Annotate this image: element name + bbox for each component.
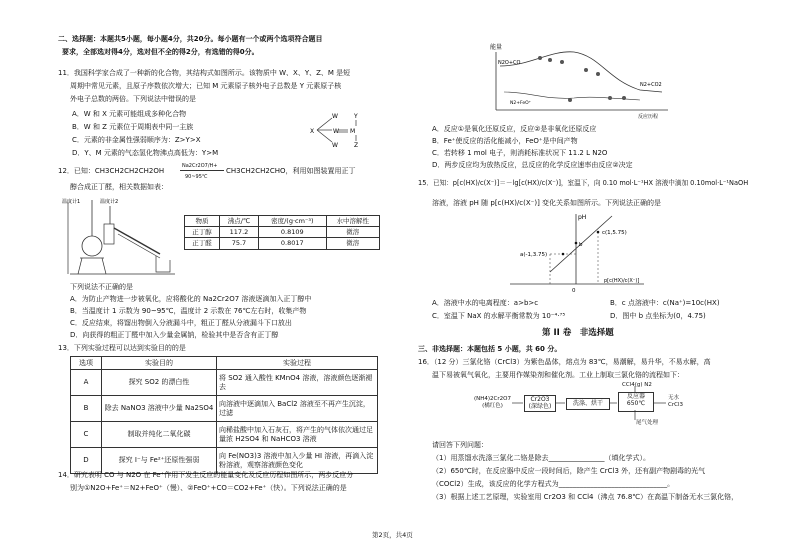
q11-option-c: C．元素的非金属性强弱顺序为：Z>Y>X (72, 136, 201, 144)
table-cell: 制取并纯化二氧化碳 (102, 422, 217, 448)
table-row (71, 396, 378, 422)
table-cell: 探究 I⁻与 Fe²⁺还原性强弱 (102, 448, 217, 474)
q16-sub2a: （2）650℃时，在反应器中反应一段时间后，除产生 CrCl3 外，还有副产物剧毒的光气 (432, 467, 706, 475)
q15-stem-1: 15．已知：p[c(HX)/c(X⁻)]＝－lg[c(HX)/c(X⁻)]，室温下，向 0.10 mol·L⁻¹HX 溶液中滴加 0.10mol·L⁻¹NaOH (418, 179, 749, 187)
energy-start-label: N2O+CO (498, 60, 521, 66)
q12-product: CH3CH2CH2CHO，利用如图装置用正丁 (226, 167, 356, 175)
table-cell: 正丁醛 (185, 238, 220, 249)
thermometer2-label: 温度计2 (100, 199, 119, 205)
struct-x: X (310, 128, 315, 135)
q11-option-a: A．W 和 X 元素可能组成多种化合物 (72, 110, 187, 118)
q12-th-3: 水中溶解性 (326, 216, 379, 227)
table-row (71, 370, 378, 396)
q14-option-a: A．反应①是氧化还原反应，反应②是非氧化还原反应 (432, 125, 597, 133)
table-cell: 除去 NaNO3 溶液中少量 Na2SO4 (102, 396, 217, 422)
q12-arrow (180, 170, 224, 171)
table-cell: 117.2 (219, 227, 258, 238)
struct-w-bot: W (332, 142, 338, 148)
q14-stem-2: 别为①N2O+Fe⁺＝N2+FeO⁺（慢）、②FeO⁺+CO＝CO2+Fe⁺（快）。下列说法正确的是 (70, 484, 347, 492)
q15-stem-2: 溶液，溶液 pH 随 p[c(HX)/c(X⁻)] 变化关系如图所示。下列说法正确的是 (432, 199, 662, 207)
q15-ph-graph (504, 210, 654, 294)
energy-axis-label: 能量 (490, 44, 503, 51)
q12-option-c: C．反应结束，将馏出物倒入分液漏斗中，粗正丁醛从分液漏斗下口放出 (70, 319, 292, 327)
section2-header: 二、选择题：本题共5小题，每小题4分，共20分。每小题有一个或两个选项符合题目 (58, 35, 323, 43)
table-cell: 微溶 (326, 227, 379, 238)
flow-box-wash: 洗涤、烘干 (566, 398, 610, 410)
struct-w-top: W (332, 113, 338, 120)
q12-th-2: 密度/(g·cm⁻³) (259, 216, 327, 227)
q15-option-d: D．图中 b 点坐标为(0，4.75) (610, 312, 706, 320)
thermometer1-label: 温度计1 (62, 199, 81, 205)
q15-option-b: B．c 点溶液中：c(Na⁺)=10c(HX) (610, 299, 720, 307)
part2-title: 第 II 卷 非选择题 (542, 328, 614, 338)
section2-header-cont: 要求，全部选对得4分，选对但不全的得2分，有选错的得0分。 (62, 48, 259, 56)
q16-prompt: 请回答下列问题： (432, 441, 488, 449)
table-cell: D (71, 448, 102, 474)
point-a-label: a(-1,3.75) (520, 252, 548, 258)
q12-stem-2: 醇合成正丁醛，相关数据如表： (70, 183, 168, 191)
flow-reagent: CCl4(g) N2 (622, 382, 652, 388)
struct-y: Y (354, 113, 358, 120)
point-b-label: b (579, 242, 583, 248)
struct-m: M (350, 128, 356, 135)
q12-data-table (184, 215, 380, 250)
flow-arrows (510, 386, 680, 422)
table-cell: 探究 SO2 的漂白性 (102, 370, 217, 396)
page-footer: 第2页，共4页 (372, 531, 413, 539)
q12-reagent-bottom: 90~95℃ (185, 174, 208, 180)
q15-option-c: C．室温下 NaX 的水解平衡常数为 10⁻⁴·⁷⁵ (432, 312, 566, 320)
q16-sub3: （3）根据上述工艺原理，实验室用 Cr2O3 和 CCl4（沸点 76.8℃）在高温下制备无水三氯化铬， (432, 493, 739, 501)
q12-option-a: A．为防止产物进一步被氧化，应将酸化的 Na2Cr2O7 溶液逐滴加入正丁醇中 (70, 295, 312, 303)
q12-option-d: D．向获得的粗正丁醛中加入少量金属钠，检验其中是否含有正丁醇 (70, 331, 279, 339)
q11-stem-1: 11．我国科学家合成了一种新的化合物，其结构式如图所示。该物质中 W、X、Y、Z、M 是短 (58, 69, 351, 77)
q16-sub2b: （COCl2）生成，该反应的化学方程式为_______________________________。 (432, 480, 675, 488)
table-cell: 75.7 (219, 238, 258, 249)
q14-stem-1: 14．研究表明 CO 与 N2O 在 Fe⁺作用下发生反应的能量变化及反应历程如图所示，两步反应分 (58, 471, 354, 479)
table-cell: B (71, 396, 102, 422)
graph-x-label: p[c(HX)/c(X⁻)] (604, 278, 640, 284)
q12-apparatus-diagram (60, 196, 178, 278)
q13-stem: 13．下列实验过程可以达到实验目的的是 (58, 344, 186, 352)
graph-y-label: pH (578, 214, 587, 221)
table-cell: 实验目的 (102, 357, 217, 370)
table-cell: 实验过程 (217, 357, 378, 370)
flow-tail-gas: 尾气处理 (636, 420, 659, 426)
q12-table-header (185, 216, 380, 227)
table-cell: 将 SO2 通入酸性 KMnO4 溶液，溶液颜色逐渐褪去 (217, 370, 378, 396)
flow-start: (NH4)2Cr2O7 (橘红色) (474, 396, 511, 409)
q11-stem-2: 周期中常见元素，且原子序数依次增大；已知 M 元素原子核外电子总数是 Y 元素原子核 (70, 82, 342, 90)
q15-option-a: A．溶液中水的电离程度：a>b>c (432, 299, 539, 307)
table-cell: 选项 (71, 357, 102, 370)
table-cell: C (71, 422, 102, 448)
point-c-label: c(1,5.75) (602, 230, 627, 236)
table-cell: 正丁醇 (185, 227, 220, 238)
energy-end-label: N2+CO2 (640, 82, 662, 88)
q12-th-1: 沸点/℃ (219, 216, 258, 227)
q16-stem-1: 16．（12 分）三氯化铬（CrCl3）为紫色晶体，熔点为 83℃，易潮解，易升华，不易水解，高 (418, 358, 711, 366)
q12-reagent-top: Na2Cr2O7/H+ (182, 163, 218, 169)
table-cell: 0.8017 (259, 238, 327, 249)
q14-option-c: C．若转移 1 mol 电子，则消耗标准状况下 11.2 L N2O (432, 149, 608, 157)
flow-box-cr2o3: Cr2O3 (深绿色) (524, 395, 556, 412)
table-cell: 0.8109 (259, 227, 327, 238)
graph-origin: 0 (572, 288, 576, 294)
struct-z: Z (354, 142, 359, 148)
q11-option-b: B．W 和 Z 元素位于周期表中同一主族 (72, 123, 194, 131)
table-row (185, 238, 380, 249)
q12-question: 下列说法不正确的是 (70, 283, 133, 291)
q12-th-0: 物质 (185, 216, 220, 227)
q13-table-header (71, 357, 378, 370)
table-cell: 向 Fe(NO3)3 溶液中加入少量 HI 溶液，再滴入淀粉溶液，观察溶液颜色变化 (217, 448, 378, 474)
q13-table (70, 356, 378, 474)
energy-mid-label: N2+FeO⁺ (510, 101, 532, 106)
q16-sub1: （1）用蒸馏水洗涤三氯化二铬是除去________________（填化学式）。 (432, 454, 650, 462)
section3-header: 三、非选择题：本题包括 5 小题，共 60 分。 (418, 345, 562, 353)
q11-structure-diagram (308, 108, 368, 148)
q14-option-d: D．两步反应均为放热反应，总反应的化学反应速率由反应②决定 (432, 161, 633, 169)
flow-product: 无水 CrCl3 (668, 395, 683, 408)
struct-w-mid: W (333, 128, 339, 135)
table-cell: 微溶 (326, 238, 379, 249)
table-row (71, 422, 378, 448)
q12-stem-1: 12．已知：CH3CH2CH2CH2OH (58, 167, 165, 175)
q11-stem-3: 外电子总数的两倍。下列说法中错误的是 (70, 95, 196, 103)
table-cell: A (71, 370, 102, 396)
flow-box-reactor: 反应器 650℃ (618, 392, 654, 412)
q12-option-b: B．当温度计 1 示数为 90~95℃，温度计 2 示数在 76℃左右时，收集产物 (70, 307, 307, 315)
q14-option-b: B．Fe⁺使反应的活化能减小，FeO⁺是中间产物 (432, 137, 578, 145)
q16-stem-2: 温下易被氧气氧化，主要用作媒染剂和催化剂。工业上制取三氯化铬的流程如下： (432, 371, 684, 379)
q11-option-d: D．Y、M 元素的气态氢化物沸点高低为：Y>M (72, 149, 219, 157)
energy-x-axis-label: 反应历程 (638, 114, 659, 120)
table-cell: 向稀盐酸中加入石灰石，将产生的气体依次通过足量浓 H2SO4 和 NaHCO3 溶液 (217, 422, 378, 448)
table-row (185, 227, 380, 238)
q14-energy-diagram (490, 40, 680, 120)
table-cell: 向溶液中逐滴加入 BaCl2 溶液至不再产生沉淀，过滤 (217, 396, 378, 422)
